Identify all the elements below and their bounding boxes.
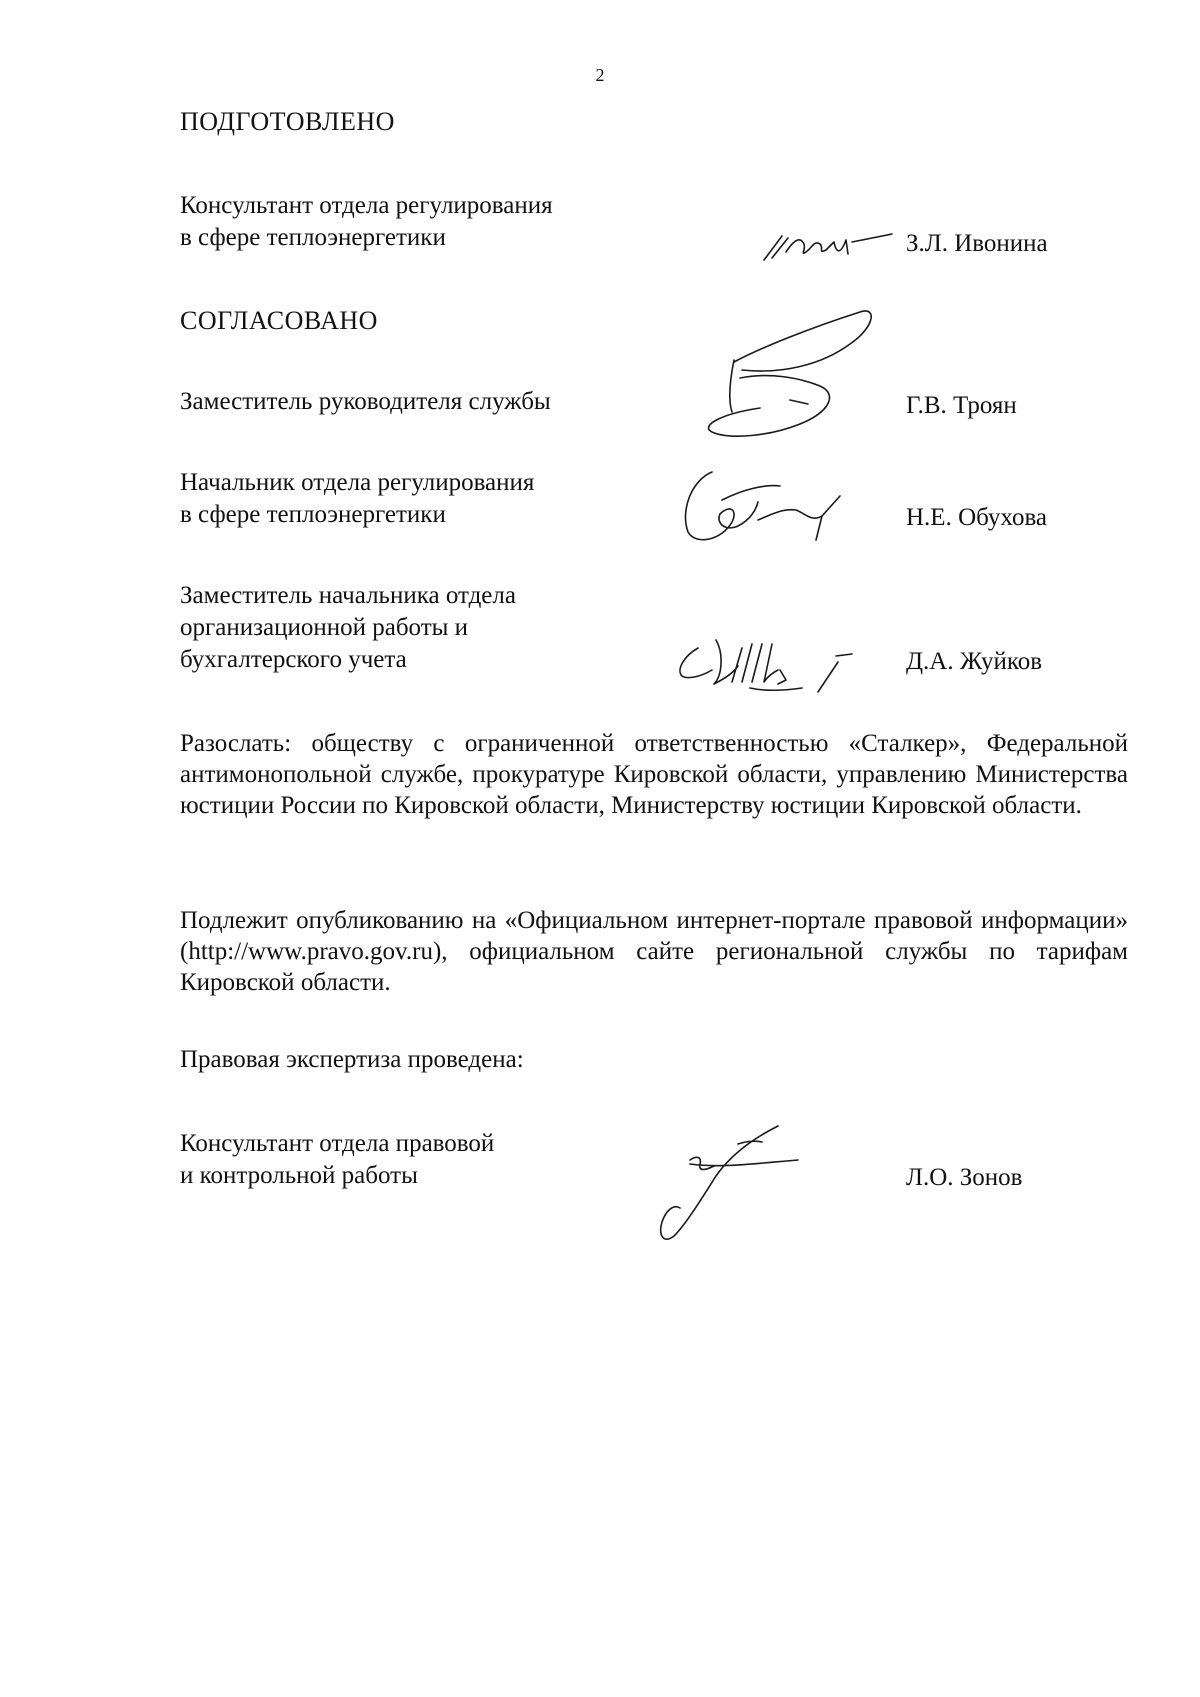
signer-3-position-line-3: бухгалтерского учета [180, 646, 407, 673]
legal-review-heading: Правовая экспертиза проведена: [180, 1046, 524, 1073]
prepared-position-line-1: Консультант отдела регулирования [180, 192, 553, 219]
signer-3-position-line-1: Заместитель начальника отдела [180, 582, 516, 609]
publication-text: Подлежит опубликованию на «Официальном интернет-портале правовой информации» (http://www.pravo.gov.ru), официальном сайте региональной службы по тарифам Кировской области. [180, 907, 1128, 996]
prepared-heading: ПОДГОТОВЛЕНО [180, 107, 395, 136]
distribution-text: Разослать: обществу с ограниченной ответственностью «Сталкер», Федеральной антимонопольной службе, прокуратуре Кировской области, управлению Министерства юстиции России по Кировской области, Министерству юстиции Кировской области. [180, 730, 1128, 819]
signer-3-name: Д.А. Жуйков [906, 648, 1043, 675]
agreed-heading: СОГЛАСОВАНО [180, 306, 378, 335]
signer-2-position-line-1: Начальник отдела регулирования [180, 469, 535, 496]
legal-review-position-line-1: Консультант отдела правовой [180, 1130, 495, 1157]
legal-review-position-line-2: и контрольной работы [180, 1162, 418, 1189]
signature-ivonina [760, 222, 900, 272]
page-number: 2 [595, 65, 605, 85]
prepared-position-line-2: в сфере теплоэнергетики [180, 224, 446, 251]
signer-3-position-line-2: организационной работы и [180, 614, 469, 641]
signature-zhuikov [668, 626, 878, 706]
signature-obukhova [672, 460, 852, 550]
signature-zonov [630, 1120, 810, 1250]
legal-review-name: Л.О. Зонов [906, 1164, 1023, 1191]
signer-1-position-line-1: Заместитель руководителя службы [180, 388, 551, 415]
signature-troyan [690, 308, 920, 468]
signer-1-name: Г.В. Троян [906, 392, 1017, 419]
signer-2-position-line-2: в сфере теплоэнергетики [180, 501, 446, 528]
signer-2-name: Н.Е. Обухова [906, 504, 1048, 531]
prepared-name: З.Л. Ивонина [906, 230, 1048, 257]
